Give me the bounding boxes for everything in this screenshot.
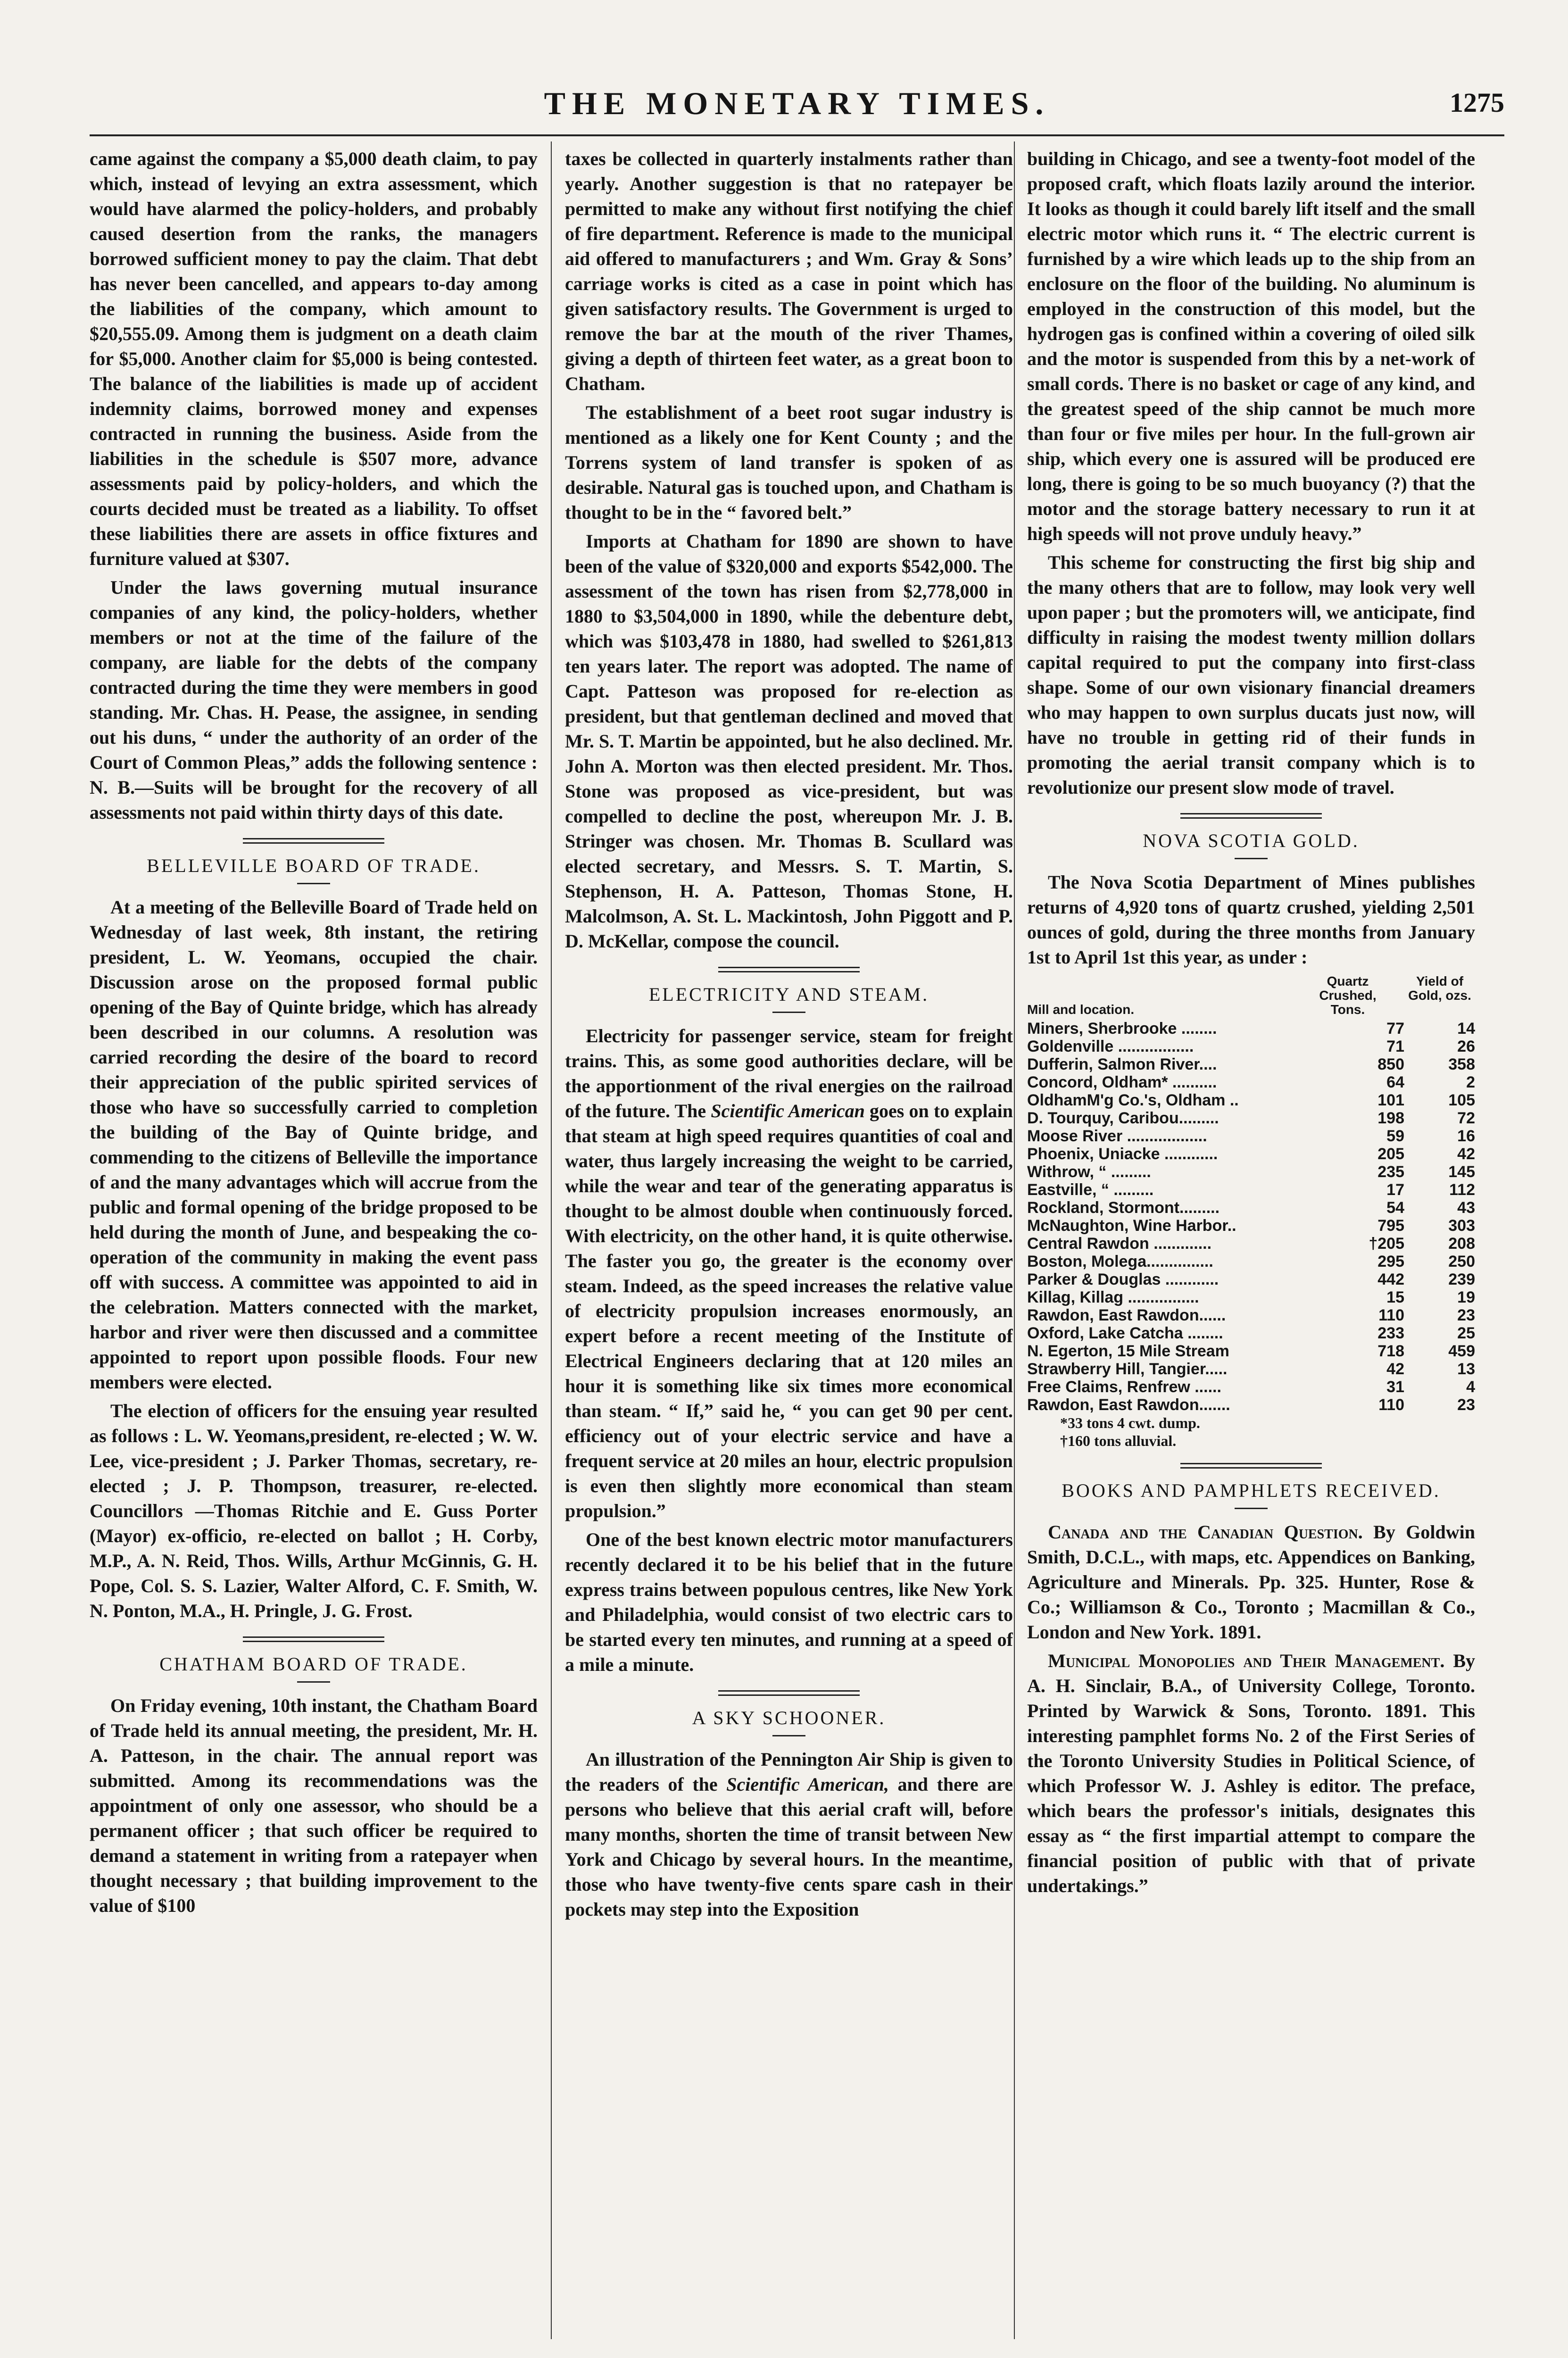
article-paragraph: This scheme for constructing the first big ship and the many others that are to follow, may look very well upon paper ; but the promoters will, we anticipate, find difficulty in raising the modest twenty million dollars capital required to put the company into first-class shape. Some of our own visionary financial dreamers who may happen to own surplus ducats just now, will have no trouble in getting rid of their funds in promoting the aerial transit company which is to revolutionize our present slow mode of travel. bbox=[1027, 552, 1475, 798]
article-paragraph: building in Chicago, and see a twenty-foot model of the proposed craft, which floats lazily around the interior. It looks as though it could barely lift itself and the small electric motor which runs it. “ The electric current is furnished by a wire which leads up to the ship from an enclosure on the floor of the building. No aluminum is employed in the construction of this model, but the hydrogen gas is confined within a covering of oiled silk and the motor is suspended from this by a net-work of small cords. There is no basket or cage of any kind, and the greatest speed of the ship cannot be much more than four or five miles per hour. In the full-grown air ship, which every one is assured will be produced ere long, there is going to be so much buoyancy (?) that the motor and the storage battery necessary to run it at high speeds will not prove unduly heavy.” bbox=[1027, 148, 1475, 544]
quartz-tons: 205 bbox=[1377, 1145, 1404, 1163]
mill-location: Goldenville ................. bbox=[1027, 1038, 1194, 1055]
column-header-quartz: Quartz Crushed, Tons. bbox=[1319, 974, 1377, 1017]
mill-location: Strawberry Hill, Tangier..... bbox=[1027, 1360, 1228, 1378]
gold-ozs: 23 bbox=[1457, 1396, 1475, 1414]
gold-ozs: 23 bbox=[1457, 1306, 1475, 1324]
book-title: Canada and the Canadian Question. bbox=[1048, 1521, 1363, 1543]
quartz-tons: 54 bbox=[1386, 1199, 1404, 1217]
section-heading: ELECTRICITY AND STEAM. bbox=[648, 984, 929, 1005]
table-row bbox=[1027, 1038, 1475, 1055]
table-row bbox=[1027, 1396, 1475, 1414]
table-row bbox=[1027, 1288, 1475, 1306]
table-row bbox=[1027, 1360, 1475, 1378]
quartz-tons: 795 bbox=[1377, 1217, 1404, 1235]
gold-ozs: 25 bbox=[1457, 1324, 1475, 1342]
gold-ozs: 208 bbox=[1448, 1235, 1475, 1253]
mill-location: Withrow, “ ......... bbox=[1027, 1163, 1151, 1181]
mill-location: Rawdon, East Rawdon...... bbox=[1027, 1306, 1226, 1324]
table-row bbox=[1027, 1055, 1475, 1073]
mill-location: Rawdon, East Rawdon....... bbox=[1027, 1396, 1230, 1414]
section-separator bbox=[243, 838, 384, 844]
article-paragraph: The Nova Scotia Department of Mines publishes returns of 4,920 tons of quartz crushed, yielding 2,501 ounces of gold, during the three months from January 1st to April 1st this year, as under : bbox=[1027, 872, 1475, 968]
quartz-tons: 31 bbox=[1386, 1378, 1404, 1396]
mill-location: Parker & Douglas ............ bbox=[1027, 1270, 1219, 1288]
book-title: Municipal Monopolies and Their Management. bbox=[1048, 1650, 1445, 1671]
section-heading: NOVA SCOTIA GOLD. bbox=[1143, 830, 1360, 851]
masthead bbox=[90, 80, 1504, 132]
quartz-tons: 295 bbox=[1377, 1253, 1404, 1270]
gold-ozs: 2 bbox=[1466, 1073, 1475, 1091]
column-1 bbox=[90, 146, 538, 2339]
section-separator bbox=[718, 1690, 860, 1696]
article-paragraph bbox=[565, 1023, 1013, 1523]
quartz-tons: 110 bbox=[1378, 1396, 1404, 1414]
gold-ozs: 112 bbox=[1449, 1181, 1475, 1199]
gold-ozs: 303 bbox=[1448, 1217, 1475, 1235]
mill-location: Miners, Sherbrooke ........ bbox=[1027, 1020, 1217, 1038]
book-entry bbox=[1027, 1648, 1475, 1898]
table-header bbox=[1027, 974, 1475, 1017]
mill-location: Rockland, Stormont......... bbox=[1027, 1199, 1220, 1217]
quartz-tons: 59 bbox=[1386, 1127, 1404, 1145]
article-paragraph: Imports at Chatham for 1890 are shown to have been of the value of $320,000 and exports $542,000. The assessment of the town has risen from $2,778,000 in 1880 to $3,504,000 in 1890, while the debenture debt, which was $103,478 in 1880, had swelled to $261,813 ten years later. The report was adopted. The name of Capt. Patteson was proposed for re-election as president, but that gentleman declined and moved that Mr. S. T. Martin be appointed, but he also declined. Mr. John A. Morton was then elected president. Mr. Thos. Stone was proposed as vice-president, but was compelled to decline the post, whereupon Mr. J. B. Stringer was chosen. Mr. Thomas B. Scullard was elected secretary, and Messrs. S. T. Martin, S. Stephenson, H. A. Patteson, Thomas Stone, H. Malcolmson, A. St. L. Mackintosh, John Piggott and P. D. McKellar, compose the council. bbox=[565, 531, 1013, 952]
table-footnote: †160 tons alluvial. bbox=[1060, 1432, 1177, 1449]
article-paragraph: One of the best known electric motor manufacturers recently declared it to be his belief that in the future express trains between populous centres, like New York and Philadelphia, would consist of two electric cars to be started every ten minutes, and running at a speed of a mile a minute. bbox=[565, 1529, 1013, 1675]
table-row bbox=[1027, 1342, 1475, 1360]
section-separator bbox=[718, 967, 860, 972]
gold-ozs: 19 bbox=[1457, 1288, 1475, 1306]
header-rule bbox=[90, 134, 1504, 136]
heading-rule bbox=[1235, 858, 1268, 859]
masthead-title: THE MONETARY TIMES. bbox=[544, 85, 1050, 121]
page-number: 1275 bbox=[1450, 87, 1504, 118]
section-heading: A SKY SCHOONER. bbox=[692, 1707, 886, 1728]
column-header-gold: Yield of Gold, ozs. bbox=[1408, 974, 1471, 1003]
table-row bbox=[1027, 1378, 1475, 1396]
table-row bbox=[1027, 1181, 1475, 1199]
article-paragraph: The establishment of a beet root sugar industry is mentioned as a likely one for Kent County ; and the Torrens system of land transfer is spoken of as desirable. Natural gas is touched upon, and Chatham is thought to be in the “ favored belt.” bbox=[565, 402, 1013, 523]
gold-ozs: 43 bbox=[1457, 1199, 1475, 1217]
mill-location: Central Rawdon ............. bbox=[1027, 1235, 1212, 1253]
table-row bbox=[1027, 1145, 1475, 1163]
quartz-tons: 442 bbox=[1377, 1270, 1404, 1288]
mill-location: N. Egerton, 15 Mile Stream bbox=[1027, 1342, 1229, 1360]
heading-rule bbox=[297, 1681, 330, 1683]
gold-ozs: 250 bbox=[1448, 1253, 1475, 1270]
column-divider bbox=[551, 141, 552, 2339]
table-row bbox=[1027, 1073, 1475, 1091]
book-entry bbox=[1027, 1519, 1475, 1644]
quartz-tons: 850 bbox=[1377, 1055, 1404, 1073]
article-paragraph bbox=[565, 1747, 1013, 1922]
gold-ozs: 4 bbox=[1466, 1378, 1475, 1396]
section-separator bbox=[1180, 1463, 1322, 1469]
quartz-tons: 718 bbox=[1377, 1342, 1404, 1360]
mill-location: Boston, Molega............... bbox=[1027, 1253, 1213, 1270]
table-row bbox=[1027, 1091, 1475, 1109]
gold-returns-table bbox=[1027, 974, 1475, 1414]
section-separator bbox=[1180, 813, 1322, 819]
gold-ozs: 105 bbox=[1448, 1091, 1475, 1109]
text-run: goes on to explain that steam at high speed requires quantities of coal and water, thus largely increasing the weight to be carried, while the wear and tear of the generating apparatus is thought to be almost double when continuously forced. With electricity, on the other hand, it is quite otherwise. The faster you go, the greater is the economy over steam. Indeed, as the speed increases the relative value of electricity propulsion increases enormously, an expert before a recent meeting of the Institute of Electrical Engineers declaring that at 120 miles an hour it is something like six times more economical than steam. “ If,” said he, “ you can get 90 per cent. efficiency out of your electric service and have a frequent service at 20 miles an hour, electric propulsion is even then slightly more economical than steam propulsion.” bbox=[565, 1100, 1013, 1521]
mill-location: McNaughton, Wine Harbor.. bbox=[1027, 1217, 1236, 1235]
gold-ozs: 72 bbox=[1457, 1109, 1475, 1127]
text-run: By A. H. Sinclair, B.A., of University College, Toronto. Printed by Warwick & Sons, Toronto. 1891. This interesting pamphlet forms No. 2 of the First Series of the Toronto University Studies in Political Science, of which Professor W. J. Ashley is editor. The preface, which bears the professor's initials, designates this essay as “ the first impartial attempt to compare the financial position of public with that of private undertakings.” bbox=[1027, 1650, 1475, 1896]
mill-location: Dufferin, Salmon River.... bbox=[1027, 1055, 1217, 1073]
heading-rule bbox=[1235, 1508, 1268, 1509]
gold-ozs: 16 bbox=[1457, 1127, 1475, 1145]
quartz-tons: 110 bbox=[1378, 1306, 1404, 1324]
table-row bbox=[1027, 1217, 1475, 1235]
quartz-tons: 42 bbox=[1386, 1360, 1404, 1378]
publication-title: Scientific American, bbox=[726, 1774, 889, 1795]
gold-ozs: 358 bbox=[1448, 1055, 1475, 1073]
article-paragraph: The election of officers for the ensuing year resulted as follows : L. W. Yeomans,president, re-elected ; W. W. Lee, vice-president ; J. Parker Thomas, secretary, re-elected ; J. P. Thompson, treasurer, re-elected. Councillors —Thomas Ritchie and E. Guss Porter (Mayor) ex-officio, re-elected on ballot ; H. Corby, M.P., A. N. Reid, Thos. Wills, Arthur McGinnis, G. H. Pope, Col. S. S. Lazier, Walter Alford, C. F. Smith, W. N. Ponton, M.A., H. Pringle, J. G. Frost. bbox=[90, 1400, 538, 1621]
section-heading: CHATHAM BOARD OF TRADE. bbox=[159, 1653, 468, 1675]
column-2 bbox=[565, 146, 1013, 2339]
heading-rule bbox=[772, 1735, 805, 1736]
quartz-tons: 235 bbox=[1377, 1163, 1404, 1181]
section-heading: BOOKS AND PAMPHLETS RECEIVED. bbox=[1062, 1480, 1441, 1501]
gold-ozs: 42 bbox=[1457, 1145, 1475, 1163]
article-paragraph: Under the laws governing mutual insurance companies of any kind, the policy-holders, whether members or not at the time of the failure of the company, are liable for the debts of the company contracted during the time they were members in good standing. Mr. Chas. H. Pease, the assignee, in sending out his duns, “ under the authority of an order of the Court of Common Pleas,” adds the following sentence : N. B.—Suits will be brought for the recovery of all assessments not paid within thirty days of this date. bbox=[90, 577, 538, 823]
quartz-tons: 64 bbox=[1386, 1073, 1404, 1091]
table-row bbox=[1027, 1306, 1475, 1324]
heading-rule bbox=[297, 883, 330, 884]
text-run: An illustration of the Pennington Air Ship is given to the readers of the bbox=[565, 1749, 1013, 1795]
quartz-tons: 71 bbox=[1386, 1038, 1404, 1055]
gold-ozs: 239 bbox=[1448, 1270, 1475, 1288]
column-header-mill: Mill and location. bbox=[1027, 1002, 1135, 1017]
quartz-tons: 17 bbox=[1386, 1181, 1404, 1199]
gold-ozs: 26 bbox=[1457, 1038, 1475, 1055]
gold-ozs: 145 bbox=[1448, 1163, 1475, 1181]
section-separator bbox=[243, 1636, 384, 1642]
table-row bbox=[1027, 1020, 1475, 1038]
quartz-tons: 233 bbox=[1377, 1324, 1404, 1342]
text-run: By Goldwin Smith, D.C.L., with maps, etc. Appendices on Banking, Agriculture and Minerals. Pp. 325. Hunter, Rose & Co.; Williamson & Co., Toronto ; Macmillan & Co., London and New York. 1891. bbox=[1027, 1521, 1475, 1643]
table-row bbox=[1027, 1109, 1475, 1127]
mill-location: Free Claims, Renfrew ...... bbox=[1027, 1378, 1221, 1396]
article-paragraph: taxes be collected in quarterly instalments rather than yearly. Another suggestion is that no ratepayer be permitted to make any without first notifying the chief of fire department. Reference is made to the municipal aid offered to manufacturers ; and Wm. Gray & Sons’ carriage works is cited as a case in point which has given satisfactory results. The Government is urged to remove the bar at the mouth of the river Thames, giving a depth of thirteen feet water, as a great boon to Chatham. bbox=[565, 148, 1013, 394]
quartz-tons: 77 bbox=[1386, 1020, 1404, 1038]
mill-location: OldhamM'g Co.'s, Oldham .. bbox=[1027, 1091, 1239, 1109]
quartz-tons: 198 bbox=[1377, 1109, 1404, 1127]
table-row bbox=[1027, 1127, 1475, 1145]
gold-ozs: 13 bbox=[1457, 1360, 1475, 1378]
table-body bbox=[1027, 1020, 1475, 1414]
quartz-tons: 15 bbox=[1386, 1288, 1404, 1306]
article-paragraph: At a meeting of the Belleville Board of Trade held on Wednesday of last week, 8th instant, the retiring president, L. W. Yeomans, occupied the chair. Discussion arose on the proposed formal public opening of the Bay of Quinte bridge, which has already been described in our columns. A resolution was carried recording the desire of the board to record their appreciation of the public spirited services of those who have so successfully carried to completion the building of the Bay of Quinte bridge, and commending to the citizens of Belleville the importance of and the many advantages which will accrue from the public and formal opening of the bridge proposed to be held during the month of June, and bespeaking the co-operation of the community in making the event pass off with success. A committee was appointed to aid in the celebration. Matters connected with the market, harbor and river were then discussed and a committee appointed to report upon possible floods. Four new members were elected. bbox=[90, 897, 538, 1393]
heading-rule bbox=[772, 1012, 805, 1013]
mill-location: Killag, Killag ................ bbox=[1027, 1288, 1199, 1306]
quartz-tons: †205 bbox=[1369, 1235, 1404, 1253]
table-row bbox=[1027, 1235, 1475, 1253]
column-divider bbox=[1014, 141, 1015, 2339]
publication-title: Scientific American bbox=[711, 1100, 865, 1121]
text-run: Electricity for passenger service, steam for freight trains. This, as some good authorities declare, will be the apportionment of the rival energies on the railroad of the future. The bbox=[565, 1025, 1013, 1121]
text-run: and there are persons who believe that this aerial craft will, before many months, shorten the time of transit between New York and Chicago by several hours. In the meantime, those who have twenty-five cents spare cash in their pockets may step into the Exposition bbox=[565, 1774, 1013, 1920]
table-footnote: *33 tons 4 cwt. dump. bbox=[1060, 1414, 1200, 1431]
gold-ozs: 14 bbox=[1457, 1020, 1475, 1038]
section-heading: BELLEVILLE BOARD OF TRADE. bbox=[147, 855, 481, 876]
table-row bbox=[1027, 1199, 1475, 1217]
table-row bbox=[1027, 1163, 1475, 1181]
mill-location: Concord, Oldham* .......... bbox=[1027, 1073, 1217, 1091]
gold-ozs: 459 bbox=[1448, 1342, 1475, 1360]
table-row bbox=[1027, 1270, 1475, 1288]
mill-location: Phoenix, Uniacke ............ bbox=[1027, 1145, 1218, 1163]
column-3 bbox=[1027, 146, 1475, 2339]
article-paragraph: On Friday evening, 10th instant, the Chatham Board of Trade held its annual meeting, the president, Mr. H. A. Patteson, in the chair. The annual report was submitted. Among its recommendations was the appointment of only one assessor, who should be a permanent officer ; that such officer be required to demand a statement in writing from a ratepayer when thought necessary ; that building improvement to the value of $100 bbox=[90, 1695, 538, 1916]
mill-location: Moose River .................. bbox=[1027, 1127, 1207, 1145]
article-paragraph: came against the company a $5,000 death claim, to pay which, instead of levying an extra assessment, which would have alarmed the policy-holders, and probably caused desertion from the ranks, the managers borrowed sufficient money to pay the claim. That debt has never been cancelled, and appears to-day among the liabilities of the company, which amount to $20,555.09. Among them is judgment on a death claim for $5,000. Another claim for $5,000 is being contested. The balance of the liabilities is made up of accident indemnity claims, borrowed money and expenses contracted in running the business. Aside from the liabilities in the schedule is $507 more, advance assessments paid by policy-holders, and which the courts decided must be treated as a liability. To offset these liabilities there are assets in office fixtures and furniture valued at $307. bbox=[90, 148, 538, 569]
mill-location: D. Tourquy, Caribou......... bbox=[1027, 1109, 1219, 1127]
quartz-tons: 101 bbox=[1377, 1091, 1404, 1109]
table-row bbox=[1027, 1253, 1475, 1270]
table-row bbox=[1027, 1324, 1475, 1342]
mill-location: Oxford, Lake Catcha ........ bbox=[1027, 1324, 1223, 1342]
mill-location: Eastville, “ ......... bbox=[1027, 1181, 1154, 1199]
